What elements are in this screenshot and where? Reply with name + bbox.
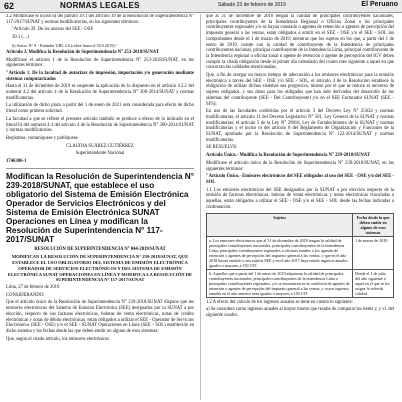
document-code: 1746306-1 — [6, 159, 27, 165]
table-header-cell: Fecha desde la que deben emitir en alguno de esos sistemas — [353, 213, 394, 236]
column-divider — [200, 14, 201, 400]
table-row — [207, 236, 394, 269]
section-title: NORMAS LEGALES — [60, 1, 140, 10]
divider-line — [6, 168, 194, 169]
signer-name: CLAUDIA SUÁREZ GUTIÉRREZ — [66, 143, 134, 149]
table-cell: Desde el 1 de julio del año siguiente a aquel en el que se les asigne la referida calidad. — [353, 269, 394, 297]
quote-line: h) Anexo N° 8 - Estándar UBL 2.0 (cobre hasta el 30.6.2019)." — [12, 42, 118, 48]
paragraph: La utilización de dicho plazo a partir del 1 de enero de 2021 será considerada para efecto de dicho literal como primera solicitud. — [6, 103, 194, 115]
considerando-label: CONSIDERANDO: — [6, 292, 45, 298]
paragraph: Modifícase el artículo único de la Resolución de Superintendencia N° 239-2018/SUNAT, en los siguientes términos: — [206, 160, 394, 172]
table-header-row — [207, 213, 394, 236]
page-header — [0, 0, 402, 13]
quote-line: "Artículo 39. De los anexos del SEE - OSE — [12, 27, 94, 33]
table-cell: 1 de marzo de 2019 — [353, 236, 394, 269]
article-quote-title: "Artículo 1. De la facultad de autorizar de impresión, importación y/o generación mediante sistemas computarizados — [6, 70, 194, 82]
article-title: Artículo 3. Modifica la Resolución de Superintendencia N° 253-2018/SUNAT — [6, 49, 159, 55]
paragraph: Que, a fin de otorgar un mayor tiempo de adecuación a los emisores electrónicos para la emisión electrónica a través del SEE - OSE y/o SEE - SOL, el artículo 4 de la Resolución establece la obligación de utilizar dichos sistemas sea progresiva, mismo por el que se reduce el universo de sujetos obligados, y sus datos para los obligados que han sido derivados del desarrollo de los sistemas del contribuyente (SEE - Del Contribuyente) y/o en el SEE Facturador SUNAT (SEE - SFS); — [206, 73, 394, 107]
signer-title: Superintendente Nacional — [75, 151, 125, 157]
paragraph: 1.2 A efecto del cálculo de los ingresos anuales se tiene en cuenta lo siguiente: — [206, 299, 353, 305]
left-column — [6, 14, 194, 400]
paragraph: Modifícase el artículo 1 de la Resolución de Superintendencia N° 253-2018/SUNAT, en los siguientes términos: — [6, 57, 194, 69]
closing-line: Regístrese, comuníquese y publíquese. — [6, 135, 79, 141]
paragraph: Hasta el 31 de diciembre de 2019 se suspende la aplicación de lo dispuesto en el artículo 4.2.2 del numeral 4.2 del artículo 4 de la Resolución de Superintendencia N° 300-2014/SUNAT y normas modificatorias. — [6, 84, 194, 101]
article-title: Artículo Único.- Modifica la Resolución de Superintendencia N° 239-2018/SUNAT — [206, 153, 370, 159]
article-quote-title: "Artículo Único.- Emisores electrónicos del SEE obligados al uso del SEE - OSE y/o del SEE - SOL — [206, 174, 394, 185]
table-header-cell: Sujetos — [207, 213, 353, 236]
resolution-heading: RESOLUCIÓN DE SUPERINTENDENCIA N° 044-2019/SUNAT — [34, 246, 166, 252]
paragraph: Que el artículo único de la Resolución de Superintendencia N° 239-2018/SUNAT dispone que los emisores electrónicos del Sistema de Emisión Electrónica (SEE) designados por la SUNAT a por elección, respecto de sus facturas electrónicas, boletas de venta electrónicas, notas de crédito electrónicas y notas de débito electrónicas, están obligados a utilizar el SEE - Operador de Servicios Electrónicos (SEE - OSE) y/o el SEE - SUNAT Operaciones en Línea (SEE - SOL) establecido en dicho sistema y los fechas desde las que deben emitir en alguno de esos sistemas; — [6, 300, 194, 334]
table-cell: b. Aquellos que a partir del 1 de enero de 2019 adquieran la calidad de principales contribuyentes nacionales, principales contribuyentes de la intendencia Lima o principales contribuyentes regionales, y/o se encuentren en la condición de agentes de retención o agentes de percepción del impuesto general a las ventas, y cuyos ingresos anuales en el año anterior sean iguales o mayores a 150 UIT. — [207, 269, 353, 297]
table-cell: a. Los emisores electrónicos que al 31 de diciembre de 2018 tengan la calidad de principales contribuyentes nacionales, principales contribuyentes de la intendencia Lima, principales contribuyentes regionales u oficinas zonales o los agentes de retención o agentes de percepción del impuesto general a las ventas, y que en el año 2018 hayan emitido o sea sujetos SEE y en el año 2017 haya tenido ingresos anuales iguales o mayores a 150 UIT. — [207, 236, 353, 269]
se-resuelve-label: SE RESUELVE: — [206, 145, 238, 151]
paragraph: La facultad a que se refiere el presente artículo también se produce a efecto de lo indicado en el literal b) del numeral 4.4 del artículo 4 de la Resolución de Superintendencia N° 300-2014/SUNAT y normas modificatorias. — [6, 116, 194, 134]
resolution-subject: MODIFICAN LA RESOLUCIÓN DE SUPERINTENDENCIA N° 239-2018/SUNAT, QUE ESTABLECE EL USO OBLIGATORIO DEL SISTEMA DE EMISIÓN ELECTRÓNICA OPERADOR DE SERVICIOS ELECTRÓNICOS Y DEL SISTEMA DE EMISIÓN ELECTRÓNICA SUNAT OPERACIONES EN LÍNEA Y MODIFICA LA RESOLUCIÓN DE SUPERINTENDENCIA N° 117-2017/SUNAT — [7, 254, 193, 283]
paragraph: En uso de las facultades conferidas por el artículo 3 del Decreto Ley N° 25632 y normas modificatorias, el artículo 11 del Decreto Legislativo N° 501, Ley General de la SUNAT y normas modificatorias; el artículo 5 de la Ley N° 29816, Ley de Fortalecimiento de la SUNAT y normas modificatorias y el inciso o) del artículo 8 del Reglamento de Organización y Funciones de la SUNAT, aprobado por la Resolución de Superintendencia N° 122-2014/SUNAT y normas modificatorias. — [206, 109, 394, 143]
quote-line: 39.1 (…) — [12, 35, 30, 41]
page-number: 62 — [4, 1, 15, 11]
obligation-table — [206, 213, 394, 298]
paragraph: 2.2 Modifícase el inciso h) del párrafo 39.1 del artículo 39 de la Resolución de Superintendencia N° 117-2017/SUNAT y normas modificatorias, en los siguientes términos: — [6, 14, 194, 25]
paragraph: que al 31 de diciembre de 2018 tengan la calidad de principales contribuyentes nacionales, principales contribuyentes de la Intendencia Regional o Oficina Zonal o los principales contribuyentes regionales y/o se hayan constado o agentes de retención o agentes de percepción del impuesto general a las ventas, están obligados a emitir en el SEE - OSE y/o el SEE - SOL los comprobantes desde el 1 de marzo de 2019; mientras que los sujetos en los que, a partir del 1 de enero de 2019, cuente con la calidad de contribuyente de la Intendencia de principales contribuyentes nacional, principal contribuyente de la Intendencia Lima, principal contribuyente de la Intendencia regional u oficina zonal o agente de retención o agente de percepción del IGV deben cumplir la citada obligación desde el primer día calendario del cuarto mes siguiente a aquel en que concurran las calidades mencionadas; — [206, 14, 394, 71]
paragraph: 1.1 Los emisores electrónicos del SEE designados por la SUNAT o por elección respecto de la emisión de facturas electrónicas, boletas de venta electrónicas y notas electrónicas vinculadas a aquellas, están obligados a utilizar el SEE - OSE y/o el SEE - SOL desde las fechas indicadas a continuación: — [206, 187, 394, 210]
right-column — [206, 14, 394, 400]
place-date: Lima, 27 de febrero de 2019 — [6, 284, 60, 290]
table-row — [207, 269, 394, 297]
publication-name: El Peruano — [361, 1, 398, 8]
publication-date: Sábado 23 de febrero de 2019 — [218, 2, 286, 8]
headline: Modifican la Resolución de Superintendencia N° 239-2018/SUNAT, que establece el uso obligatorio del Sistema de Emisión Electrónica Operador de Servicios Electrónicos y del Sistema de Emisión Electrónica SUNAT Operaciones en Línea y modifican la Resolución de Superintendencia N° 117-2017/SUNAT — [6, 171, 194, 244]
paragraph: a) Se considera como ingresos anuales al mayor monto que resulte de comparar los items y, y vi. del siguiente cuadro: — [206, 307, 394, 318]
paragraph: Que, según el citado artículo, los emisores electrónicos — [6, 336, 110, 342]
